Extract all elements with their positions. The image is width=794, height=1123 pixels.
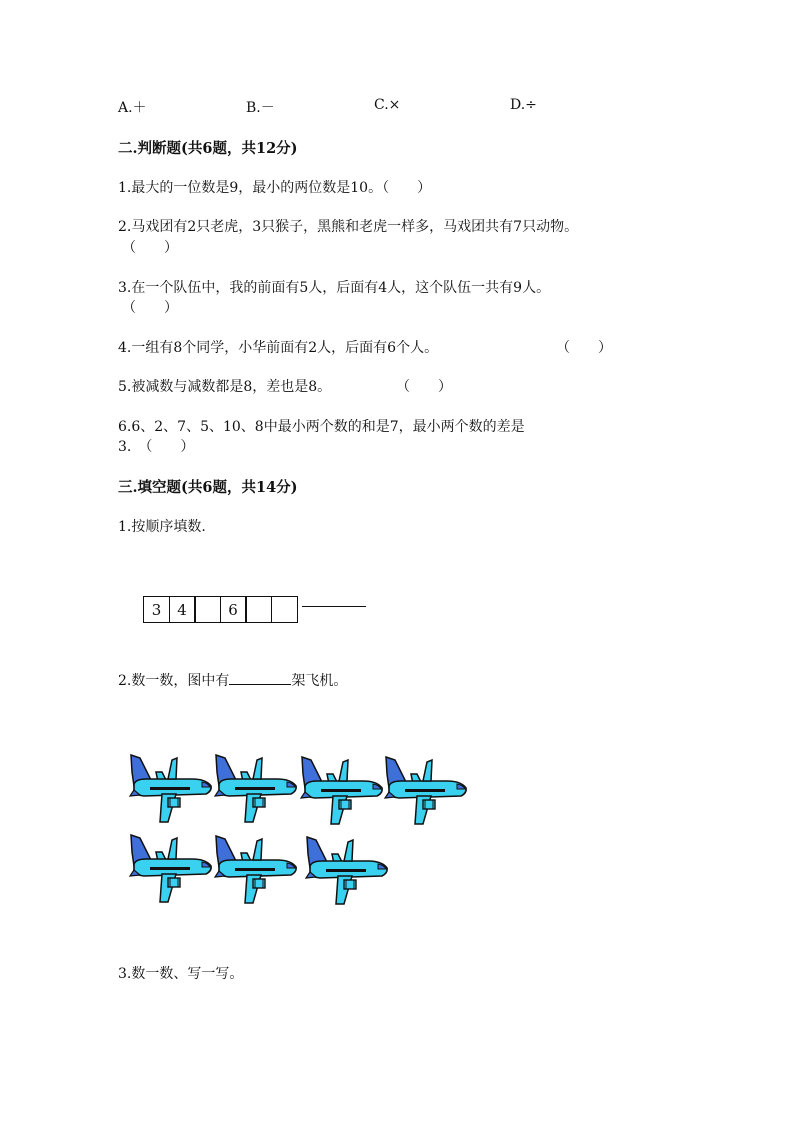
option-b: B.－ [246, 100, 275, 116]
sequence-cell[interactable] [194, 596, 221, 623]
fill-question-2-prefix: 2.数一数，图中有 [118, 673, 230, 689]
section-3-title: 三.填空题(共6题，共14分) [118, 479, 298, 496]
option-d: D.÷ [510, 97, 537, 113]
airplane-icon [213, 752, 299, 832]
airplane-icon [304, 834, 390, 914]
airplane-icon [383, 754, 469, 834]
sequence-cell[interactable]: 6 [220, 596, 247, 623]
judge-question-6-cont: 3. （ ） [118, 439, 195, 455]
judge-question-1: 1.最大的一位数是9，最小的两位数是10。（ ） [118, 180, 432, 196]
judge-question-3: 3.在一个队伍中，我的前面有5人，后面有4人，这个队伍一共有9人。 [118, 280, 551, 296]
fill-question-2-suffix: 架飞机。 [291, 673, 348, 689]
judge-question-2-paren: （ ） [122, 240, 178, 256]
number-sequence-boxes [143, 596, 298, 623]
airplane-icon [213, 833, 299, 913]
fill-question-1: 1.按顺序填数. [118, 519, 206, 535]
judge-question-5-paren: （ ） [396, 379, 452, 395]
airplane-icon [299, 754, 385, 834]
option-c: C.× [374, 97, 401, 113]
airplane-icon [128, 832, 214, 912]
judge-question-4-paren: （ ） [556, 340, 612, 356]
fill-question-3: 3.数一数、写一写。 [118, 966, 244, 982]
answer-blank-line[interactable] [302, 606, 366, 607]
judge-question-6: 6.6、2、7、5、10、8中最小两个数的和是7，最小两个数的差是 [118, 419, 525, 435]
answer-blank[interactable] [229, 670, 291, 685]
sequence-cell[interactable]: 4 [169, 596, 196, 623]
judge-question-5: 5.被减数与减数都是8，差也是8。 [118, 379, 332, 395]
judge-question-2: 2.马戏团有2只老虎，3只猴子，黑熊和老虎一样多，马戏团共有7只动物。 [118, 219, 579, 235]
airplane-icon [128, 752, 214, 832]
judge-question-3-paren: （ ） [122, 300, 178, 316]
sequence-cell[interactable] [271, 596, 298, 623]
sequence-cell[interactable]: 3 [143, 596, 170, 623]
judge-question-4: 4.一组有8个同学，小华前面有2人，后面有6个人。 [118, 340, 439, 356]
fill-question-2 [118, 670, 347, 690]
option-a: A.＋ [118, 100, 147, 116]
section-2-title: 二.判断题(共6题，共12分) [118, 140, 298, 157]
sequence-cell[interactable] [245, 596, 272, 623]
